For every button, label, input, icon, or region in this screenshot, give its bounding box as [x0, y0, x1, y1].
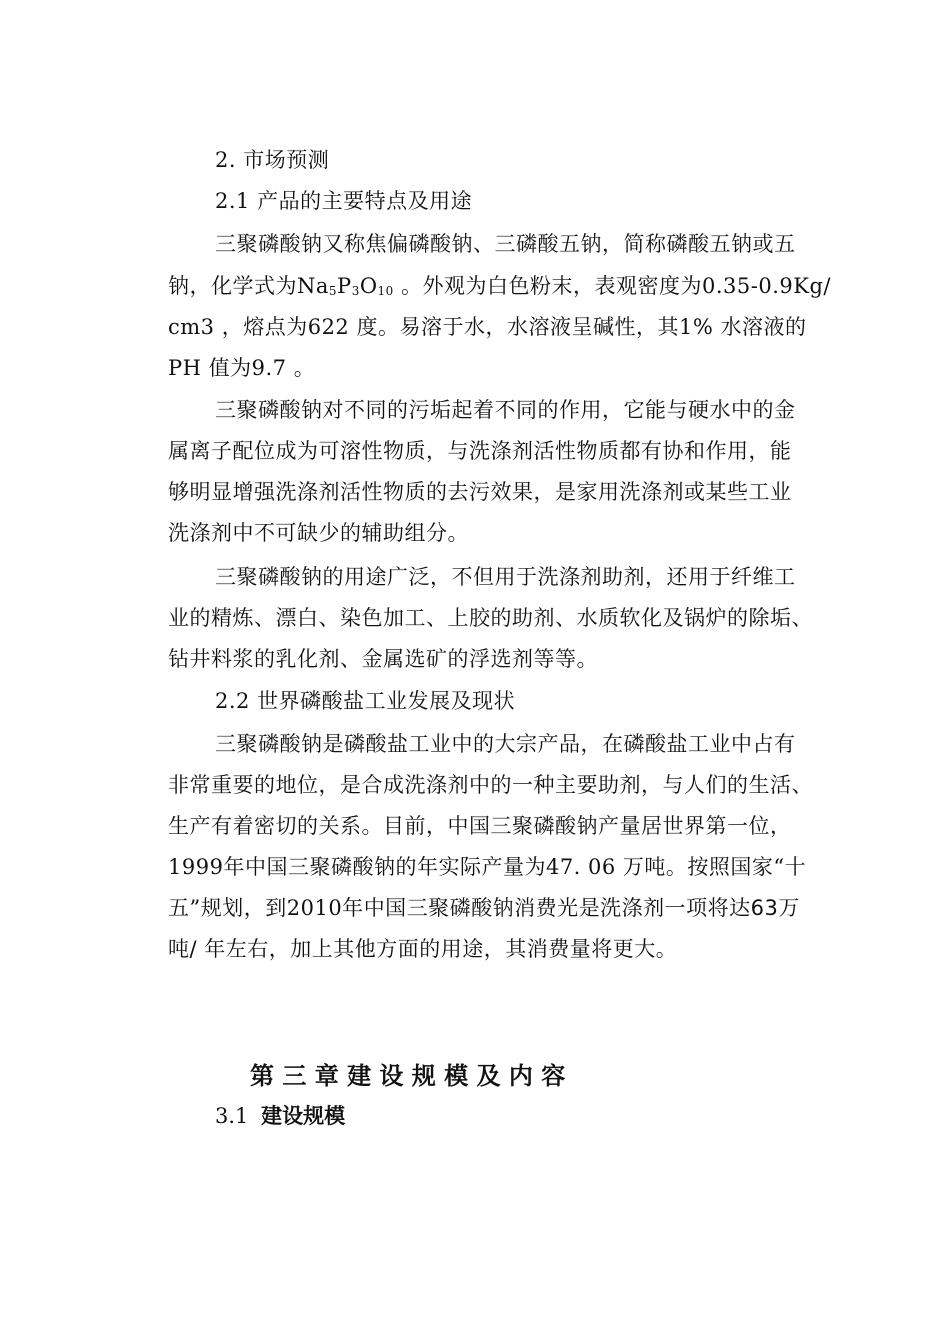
- text-run: 生产有着密切的关系。目前，中国: [168, 814, 491, 838]
- subscript: 3: [351, 284, 360, 298]
- paragraph-line: [168, 935, 858, 963]
- subsection-title-2-2: 2.2 世界磷酸盐工业发展及现状: [215, 689, 516, 713]
- formula-part: O: [359, 274, 378, 298]
- paragraph-line: 钻井料浆的乳化剂、金属选矿的浮选剂等等。: [168, 647, 598, 671]
- text-run: 中国: [244, 855, 288, 879]
- subsection-title-2-1: 2.1 产品的主要特点及用途: [215, 189, 473, 213]
- paragraph-line: [168, 894, 858, 922]
- text-run: 是洗涤剂一项将达63万: [578, 896, 800, 920]
- formula-suffix: 。外观为白色粉末，表观密度为0.35-0.9Kg/: [393, 274, 831, 298]
- text-run: 1999年: [168, 855, 245, 879]
- text-run: 磷酸盐工业中的大宗产品，在磷酸盐工业中占有: [344, 732, 796, 756]
- paragraph-line: 三聚磷酸钠又称焦偏磷酸钠、三磷酸五钠，简称磷酸五钠或五: [215, 232, 796, 256]
- paragraph-line: 够明显增强洗涤剂活性物质的去污效果，是家用洗涤剂或某些工业: [168, 480, 792, 504]
- subscript: 10: [377, 284, 394, 298]
- subsection-title-3-1: [215, 1102, 345, 1130]
- section-title: 2. 市场预测: [215, 148, 330, 172]
- text-run: 吨/ 年左右，加上其他方面的用途，其: [168, 937, 527, 961]
- text-run: 五”规划，到2010年: [168, 896, 364, 920]
- subsection-number: 3.1: [215, 1104, 249, 1128]
- paragraph-line-formula: [168, 272, 858, 305]
- text-run: 三聚磷酸钠的年实际产量为47. 06 万吨。按照国家“十: [287, 855, 807, 879]
- paragraph-line: cm3 ，熔点为622 度。易溶于水，水溶液呈碱性，其1% 水溶液的: [168, 315, 807, 339]
- paragraph-line: 三聚磷酸钠对不同的污垢起着不同的作用，它能与硬水中的金: [215, 398, 796, 422]
- subsection-label: 建设规模: [261, 1104, 346, 1128]
- formula-prefix: 钠，化学式为Na: [168, 274, 329, 298]
- paragraph-line: [168, 812, 858, 840]
- text-run: 三聚磷酸钠产量居世界第一位，: [490, 814, 792, 838]
- subscript: 5: [328, 284, 338, 298]
- text-run: 三聚磷酸钠是: [215, 732, 344, 756]
- paragraph-line: [215, 730, 858, 758]
- text-run: 中国: [363, 896, 407, 920]
- paragraph-line: 洗涤剂中不可缺少的辅助组分。: [168, 521, 469, 545]
- text-run: 三聚磷酸钠消费光: [406, 896, 579, 920]
- paragraph-line: [168, 853, 858, 881]
- paragraph-line: PH 值为9.7 。: [168, 356, 316, 380]
- chapter-title: 第 三 章 建 设 规 模 及 内 容: [250, 1062, 566, 1090]
- paragraph-line: 三聚磷酸钠的用途广泛，不但用于洗涤剂助剂，还用于纤维工: [215, 565, 796, 589]
- text-run: 消费量将更大。: [526, 937, 678, 961]
- formula-part: P: [337, 274, 352, 298]
- paragraph-line: 非常重要的地位，是合成洗涤剂中的一种主要助剂，与人们的生活、: [168, 773, 813, 797]
- paragraph-line: 属离子配位成为可溶性物质，与洗涤剂活性物质都有协和作用，能: [168, 439, 792, 463]
- paragraph-line: 业的精炼、漂白、染色加工、上胶的助剂、水质软化及锅炉的除垢、: [168, 606, 813, 630]
